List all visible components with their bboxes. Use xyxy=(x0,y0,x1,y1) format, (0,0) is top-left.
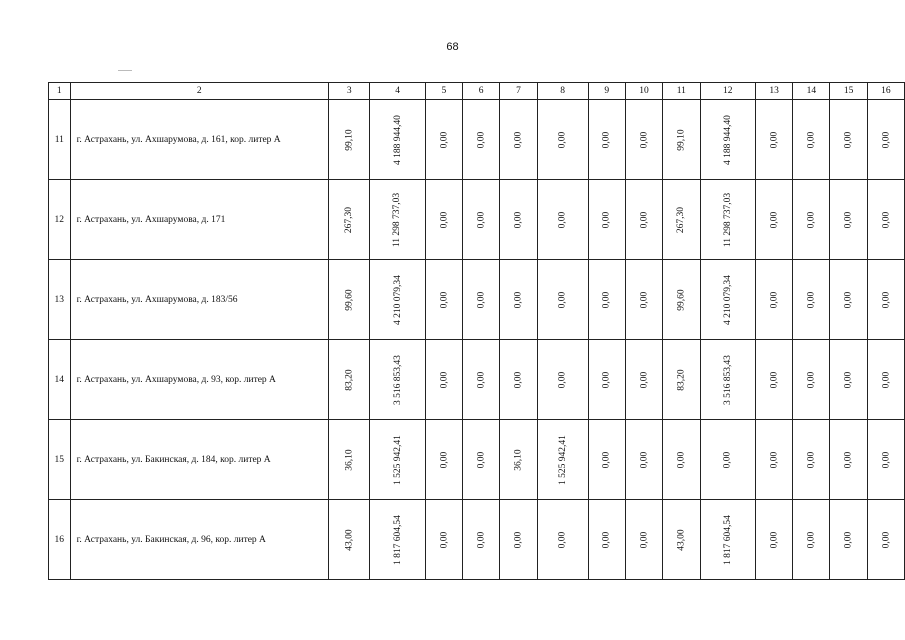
value-cell xyxy=(625,180,662,260)
value-text: 0,00 xyxy=(769,211,780,228)
value-cell xyxy=(425,500,462,580)
row-number: 12 xyxy=(49,180,71,260)
value-cell xyxy=(588,500,625,580)
value-cell xyxy=(793,420,830,500)
value-cell xyxy=(625,100,662,180)
value-text: 0,00 xyxy=(806,451,817,468)
value-text: 4 188 944,40 xyxy=(392,114,403,165)
value-text: 0,00 xyxy=(557,291,568,308)
value-text: 0,00 xyxy=(638,291,649,308)
value-text: 4 210 079,34 xyxy=(392,274,403,325)
value-text: 267,30 xyxy=(344,206,355,233)
value-text: 0,00 xyxy=(843,131,854,148)
value-text: 0,00 xyxy=(438,451,449,468)
table-row xyxy=(49,340,905,420)
table-row xyxy=(49,420,905,500)
value-cell xyxy=(537,260,588,340)
value-cell xyxy=(463,260,500,340)
value-cell xyxy=(663,260,701,340)
value-text: 0,00 xyxy=(769,291,780,308)
value-text: 43,00 xyxy=(676,528,687,551)
value-cell xyxy=(329,180,370,260)
table-row xyxy=(49,500,905,580)
value-cell xyxy=(755,180,792,260)
value-cell xyxy=(700,100,755,180)
value-cell xyxy=(793,500,830,580)
value-text: 99,60 xyxy=(676,288,687,311)
value-cell xyxy=(425,180,462,260)
value-cell xyxy=(370,500,425,580)
value-cell xyxy=(500,260,537,340)
value-cell xyxy=(425,260,462,340)
value-cell xyxy=(700,420,755,500)
column-header: 12 xyxy=(700,83,755,100)
value-cell xyxy=(329,340,370,420)
value-text: 0,00 xyxy=(769,451,780,468)
value-cell xyxy=(830,340,867,420)
value-cell xyxy=(830,100,867,180)
value-text: 0,00 xyxy=(438,531,449,548)
value-text: 0,00 xyxy=(557,131,568,148)
column-header: 9 xyxy=(588,83,625,100)
column-header: 8 xyxy=(537,83,588,100)
column-header: 4 xyxy=(370,83,425,100)
value-cell xyxy=(663,420,701,500)
value-cell xyxy=(625,420,662,500)
value-text: 0,00 xyxy=(880,211,891,228)
value-text: 0,00 xyxy=(513,131,524,148)
value-text: 0,00 xyxy=(476,131,487,148)
value-text: 0,00 xyxy=(880,451,891,468)
value-text: 0,00 xyxy=(638,531,649,548)
value-text: 99,10 xyxy=(676,128,687,151)
value-cell xyxy=(588,420,625,500)
value-cell xyxy=(755,260,792,340)
value-cell xyxy=(537,500,588,580)
value-text: 0,00 xyxy=(438,291,449,308)
value-text: 0,00 xyxy=(638,131,649,148)
address-cell: г. Астрахань, ул. Бакинская, д. 96, кор. литер А xyxy=(70,500,328,580)
value-cell xyxy=(793,100,830,180)
value-cell xyxy=(663,100,701,180)
value-text: 0,00 xyxy=(769,131,780,148)
value-text: 0,00 xyxy=(806,371,817,388)
value-cell xyxy=(329,260,370,340)
value-cell xyxy=(537,340,588,420)
value-text: 0,00 xyxy=(557,211,568,228)
value-text: 4 188 944,40 xyxy=(722,114,733,165)
value-text: 0,00 xyxy=(476,371,487,388)
row-number: 16 xyxy=(49,500,71,580)
value-cell xyxy=(867,340,904,420)
value-text: 0,00 xyxy=(880,131,891,148)
value-cell xyxy=(463,340,500,420)
value-cell xyxy=(370,260,425,340)
value-cell xyxy=(755,100,792,180)
value-text: 0,00 xyxy=(601,371,612,388)
value-text: 83,20 xyxy=(676,368,687,391)
column-header: 3 xyxy=(329,83,370,100)
value-text: 267,30 xyxy=(676,206,687,233)
value-text: 0,00 xyxy=(513,531,524,548)
value-cell xyxy=(700,180,755,260)
address-cell: г. Астрахань, ул. Ахшарумова, д. 171 xyxy=(70,180,328,260)
value-text: 1 817 604,54 xyxy=(722,514,733,565)
value-cell xyxy=(625,500,662,580)
value-cell xyxy=(867,260,904,340)
value-cell xyxy=(867,500,904,580)
value-cell xyxy=(700,340,755,420)
value-text: 99,10 xyxy=(344,128,355,151)
value-text: 43,00 xyxy=(344,528,355,551)
value-cell xyxy=(588,260,625,340)
value-cell xyxy=(425,420,462,500)
value-cell xyxy=(830,180,867,260)
table-row xyxy=(49,180,905,260)
value-text: 0,00 xyxy=(638,451,649,468)
value-text: 11 298 737,03 xyxy=(392,192,403,247)
table-row xyxy=(49,260,905,340)
value-text: 0,00 xyxy=(676,451,687,468)
value-text: 0,00 xyxy=(806,291,817,308)
value-text: 0,00 xyxy=(513,291,524,308)
value-text: 36,10 xyxy=(513,448,524,471)
value-text: 0,00 xyxy=(601,131,612,148)
value-cell xyxy=(329,100,370,180)
value-text: 1 525 942,41 xyxy=(557,434,568,485)
value-cell xyxy=(463,420,500,500)
value-cell xyxy=(700,260,755,340)
value-text: 0,00 xyxy=(601,531,612,548)
value-cell xyxy=(329,500,370,580)
value-text: 11 298 737,03 xyxy=(722,192,733,247)
value-cell xyxy=(537,100,588,180)
value-cell xyxy=(370,100,425,180)
address-cell: г. Астрахань, ул. Ахшарумова, д. 183/56 xyxy=(70,260,328,340)
margin-mark xyxy=(118,70,132,71)
value-cell xyxy=(625,340,662,420)
value-cell xyxy=(370,340,425,420)
value-text: 0,00 xyxy=(880,531,891,548)
value-cell xyxy=(625,260,662,340)
column-header: 13 xyxy=(755,83,792,100)
value-text: 0,00 xyxy=(843,211,854,228)
column-header: 10 xyxy=(625,83,662,100)
value-cell xyxy=(537,420,588,500)
value-cell xyxy=(755,420,792,500)
value-text: 0,00 xyxy=(843,291,854,308)
value-cell xyxy=(500,340,537,420)
value-cell xyxy=(663,180,701,260)
value-cell xyxy=(663,500,701,580)
row-number: 15 xyxy=(49,420,71,500)
value-text: 1 817 604,54 xyxy=(392,514,403,565)
value-text: 0,00 xyxy=(722,451,733,468)
value-cell xyxy=(500,420,537,500)
value-text: 0,00 xyxy=(601,451,612,468)
value-cell xyxy=(663,340,701,420)
value-text: 0,00 xyxy=(476,211,487,228)
table-row xyxy=(49,100,905,180)
address-cell: г. Астрахань, ул. Ахшарумова, д. 161, кор. литер А xyxy=(70,100,328,180)
value-cell xyxy=(755,500,792,580)
value-cell xyxy=(588,180,625,260)
column-header: 16 xyxy=(867,83,904,100)
value-text: 0,00 xyxy=(476,531,487,548)
value-text: 0,00 xyxy=(638,211,649,228)
value-text: 0,00 xyxy=(513,211,524,228)
value-text: 0,00 xyxy=(557,371,568,388)
value-text: 0,00 xyxy=(880,291,891,308)
value-cell xyxy=(588,340,625,420)
value-cell xyxy=(425,100,462,180)
header-row xyxy=(49,83,905,100)
value-text: 1 525 942,41 xyxy=(392,434,403,485)
value-cell xyxy=(793,260,830,340)
value-cell xyxy=(500,500,537,580)
data-table xyxy=(48,82,905,580)
value-text: 0,00 xyxy=(438,131,449,148)
value-cell xyxy=(830,500,867,580)
column-header: 6 xyxy=(463,83,500,100)
address-cell: г. Астрахань, ул. Бакинская, д. 184, кор. литер А xyxy=(70,420,328,500)
column-header: 11 xyxy=(663,83,701,100)
value-cell xyxy=(537,180,588,260)
value-text: 0,00 xyxy=(880,371,891,388)
value-text: 4 210 079,34 xyxy=(722,274,733,325)
value-cell xyxy=(793,340,830,420)
value-text: 99,60 xyxy=(344,288,355,311)
value-cell xyxy=(793,180,830,260)
value-cell xyxy=(463,500,500,580)
value-text: 0,00 xyxy=(769,531,780,548)
value-cell xyxy=(425,340,462,420)
value-cell xyxy=(830,420,867,500)
value-cell xyxy=(463,180,500,260)
column-header: 14 xyxy=(793,83,830,100)
value-text: 0,00 xyxy=(806,131,817,148)
value-text: 0,00 xyxy=(638,371,649,388)
value-cell xyxy=(867,420,904,500)
row-number: 11 xyxy=(49,100,71,180)
value-text: 0,00 xyxy=(843,371,854,388)
value-text: 0,00 xyxy=(476,451,487,468)
value-text: 0,00 xyxy=(557,531,568,548)
value-text: 0,00 xyxy=(601,211,612,228)
value-cell xyxy=(755,340,792,420)
value-cell xyxy=(370,180,425,260)
value-text: 0,00 xyxy=(476,291,487,308)
value-text: 0,00 xyxy=(601,291,612,308)
column-header: 7 xyxy=(500,83,537,100)
value-text: 83,20 xyxy=(344,368,355,391)
row-number: 14 xyxy=(49,340,71,420)
column-header: 15 xyxy=(830,83,867,100)
column-header: 5 xyxy=(425,83,462,100)
page-number: 68 xyxy=(446,41,459,53)
value-cell xyxy=(500,100,537,180)
value-text: 0,00 xyxy=(438,371,449,388)
value-cell xyxy=(588,100,625,180)
value-cell xyxy=(329,420,370,500)
row-number: 13 xyxy=(49,260,71,340)
value-text: 0,00 xyxy=(843,451,854,468)
value-cell xyxy=(463,100,500,180)
value-text: 0,00 xyxy=(806,211,817,228)
value-cell xyxy=(370,420,425,500)
value-cell xyxy=(700,500,755,580)
column-header: 1 xyxy=(49,83,71,100)
value-text: 0,00 xyxy=(806,531,817,548)
value-text: 0,00 xyxy=(438,211,449,228)
value-cell xyxy=(867,180,904,260)
value-cell xyxy=(500,180,537,260)
value-text: 3 516 853,43 xyxy=(722,354,733,405)
value-text: 0,00 xyxy=(769,371,780,388)
value-text: 3 516 853,43 xyxy=(392,354,403,405)
value-cell xyxy=(830,260,867,340)
column-header: 2 xyxy=(70,83,328,100)
value-text: 0,00 xyxy=(843,531,854,548)
value-cell xyxy=(867,100,904,180)
address-cell: г. Астрахань, ул. Ахшарумова, д. 93, кор. литер А xyxy=(70,340,328,420)
value-text: 0,00 xyxy=(513,371,524,388)
value-text: 36,10 xyxy=(344,448,355,471)
